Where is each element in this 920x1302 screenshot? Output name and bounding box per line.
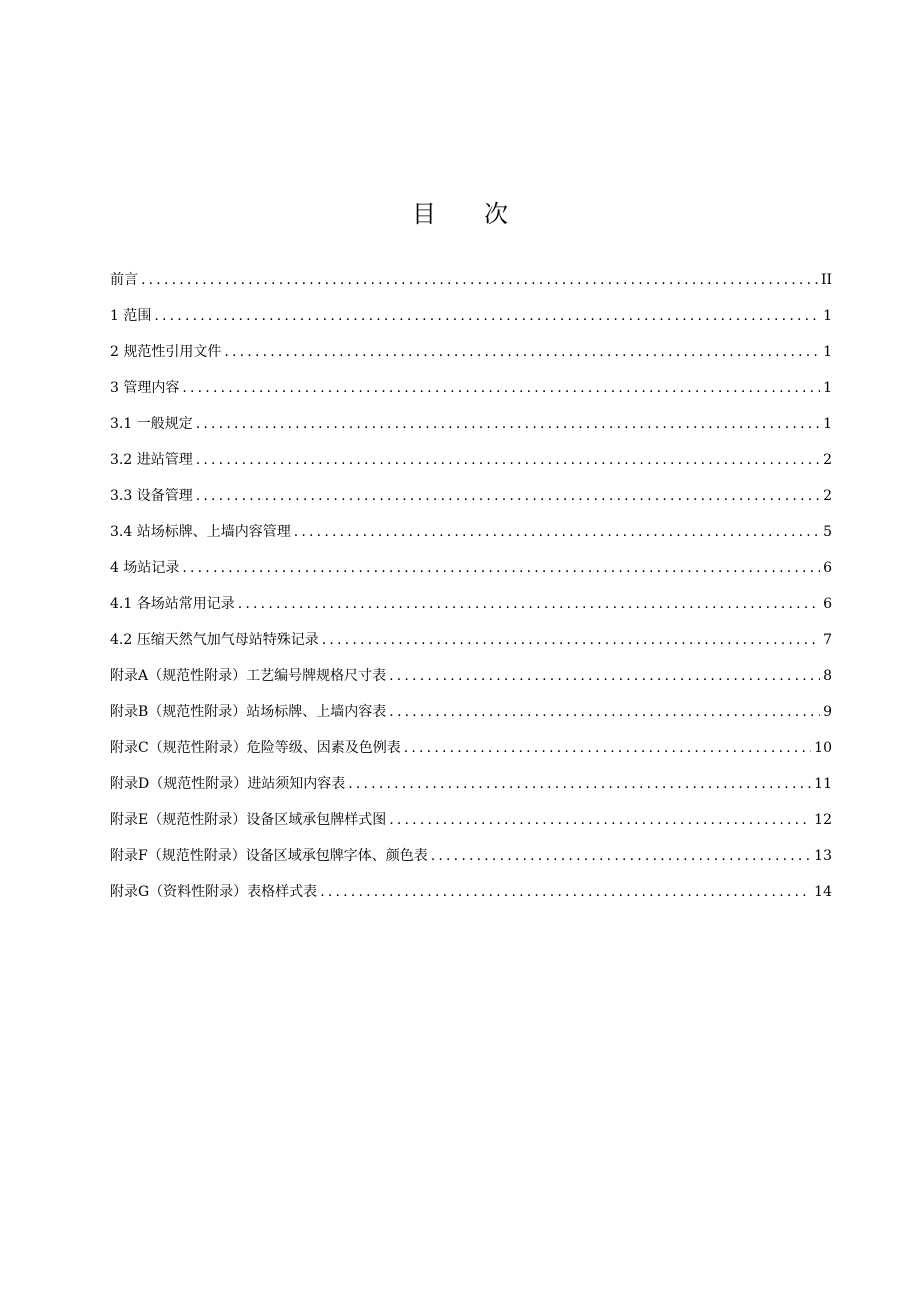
toc-entry-label: 3 管理内容: [110, 380, 180, 396]
toc-entry[interactable]: [110, 772, 832, 808]
toc-entry-label: 前言: [110, 272, 138, 288]
toc-entry-label: 附录A（规范性附录）工艺编号牌规格尺寸表: [110, 668, 387, 684]
toc-entry-page: 2: [823, 488, 832, 504]
toc-entry[interactable]: [110, 376, 832, 412]
toc-dot-leader: [322, 628, 820, 652]
toc-entry[interactable]: [110, 484, 832, 520]
toc-entry-page: II: [820, 272, 832, 288]
toc-entry-page: 5: [823, 524, 832, 540]
toc-dot-leader: [404, 736, 811, 760]
toc-entry-label: 1 范围: [110, 308, 152, 324]
toc-entry-page: 7: [823, 632, 832, 648]
toc-dot-leader: [348, 772, 811, 796]
toc-entry[interactable]: [110, 880, 832, 916]
toc-entry-label: 附录C（规范性附录）危险等级、因素及色例表: [110, 740, 401, 756]
toc-dot-leader: [320, 880, 811, 904]
toc-entry-page: 6: [823, 560, 832, 576]
toc-entry-page: 9: [823, 704, 832, 720]
toc-entry-label: 4 场站记录: [110, 560, 180, 576]
toc-entry[interactable]: [110, 736, 832, 772]
toc-entry[interactable]: [110, 412, 832, 448]
toc-entry[interactable]: [110, 448, 832, 484]
toc-entry-label: 附录G（资料性附录）表格样式表: [110, 884, 318, 900]
toc-dot-leader: [196, 484, 820, 508]
toc-dot-leader: [389, 700, 820, 724]
toc-entry-page: 8: [823, 668, 832, 684]
table-of-contents: [110, 268, 832, 916]
toc-entry-page: 11: [814, 776, 832, 792]
toc-dot-leader: [196, 448, 820, 472]
toc-entry[interactable]: [110, 592, 832, 628]
toc-entry[interactable]: [110, 556, 832, 592]
toc-entry-page: 12: [814, 812, 832, 828]
toc-entry-page: 1: [823, 344, 832, 360]
toc-entry[interactable]: [110, 520, 832, 556]
toc-entry[interactable]: [110, 844, 832, 880]
toc-dot-leader: [389, 664, 820, 688]
toc-entry[interactable]: [110, 700, 832, 736]
toc-dot-leader: [141, 268, 818, 292]
toc-entry-page: 2: [823, 452, 832, 468]
toc-entry-label: 3.4 站场标牌、上墙内容管理: [110, 524, 291, 540]
toc-entry-label: 附录B（规范性附录）站场标牌、上墙内容表: [110, 704, 387, 720]
toc-entry[interactable]: [110, 628, 832, 664]
toc-entry-page: 14: [814, 884, 832, 900]
toc-dot-leader: [182, 556, 820, 580]
toc-dot-leader: [389, 808, 811, 832]
toc-entry[interactable]: [110, 304, 832, 340]
toc-dot-leader: [294, 520, 820, 544]
toc-entry-label: 附录D（规范性附录）进站须知内容表: [110, 776, 346, 792]
toc-entry-page: 1: [823, 308, 832, 324]
toc-dot-leader: [196, 412, 820, 436]
toc-entry[interactable]: [110, 268, 832, 304]
toc-entry-label: 4.2 压缩天然气加气母站特殊记录: [110, 632, 319, 648]
toc-dot-leader: [431, 844, 811, 868]
toc-entry[interactable]: [110, 340, 832, 376]
page-title: 目次: [412, 200, 556, 228]
toc-entry-label: 3.2 进站管理: [110, 452, 193, 468]
toc-entry-page: 1: [823, 416, 832, 432]
toc-dot-leader: [154, 304, 820, 328]
toc-dot-leader: [182, 376, 820, 400]
toc-entry[interactable]: [110, 664, 832, 700]
toc-entry-page: 6: [823, 596, 832, 612]
toc-entry-label: 附录E（规范性附录）设备区域承包牌样式图: [110, 812, 387, 828]
toc-entry-label: 4.1 各场站常用记录: [110, 596, 235, 612]
toc-entry-page: 13: [814, 848, 832, 864]
toc-dot-leader: [238, 592, 820, 616]
toc-entry-page: 1: [823, 380, 832, 396]
toc-entry-label: 3.1 一般规定: [110, 416, 193, 432]
toc-entry-label: 附录F（规范性附录）设备区域承包牌字体、颜色表: [110, 848, 428, 864]
toc-entry-label: 2 规范性引用文件: [110, 344, 222, 360]
toc-entry[interactable]: [110, 808, 832, 844]
toc-entry-page: 10: [814, 740, 832, 756]
toc-dot-leader: [224, 340, 820, 364]
toc-entry-label: 3.3 设备管理: [110, 488, 193, 504]
